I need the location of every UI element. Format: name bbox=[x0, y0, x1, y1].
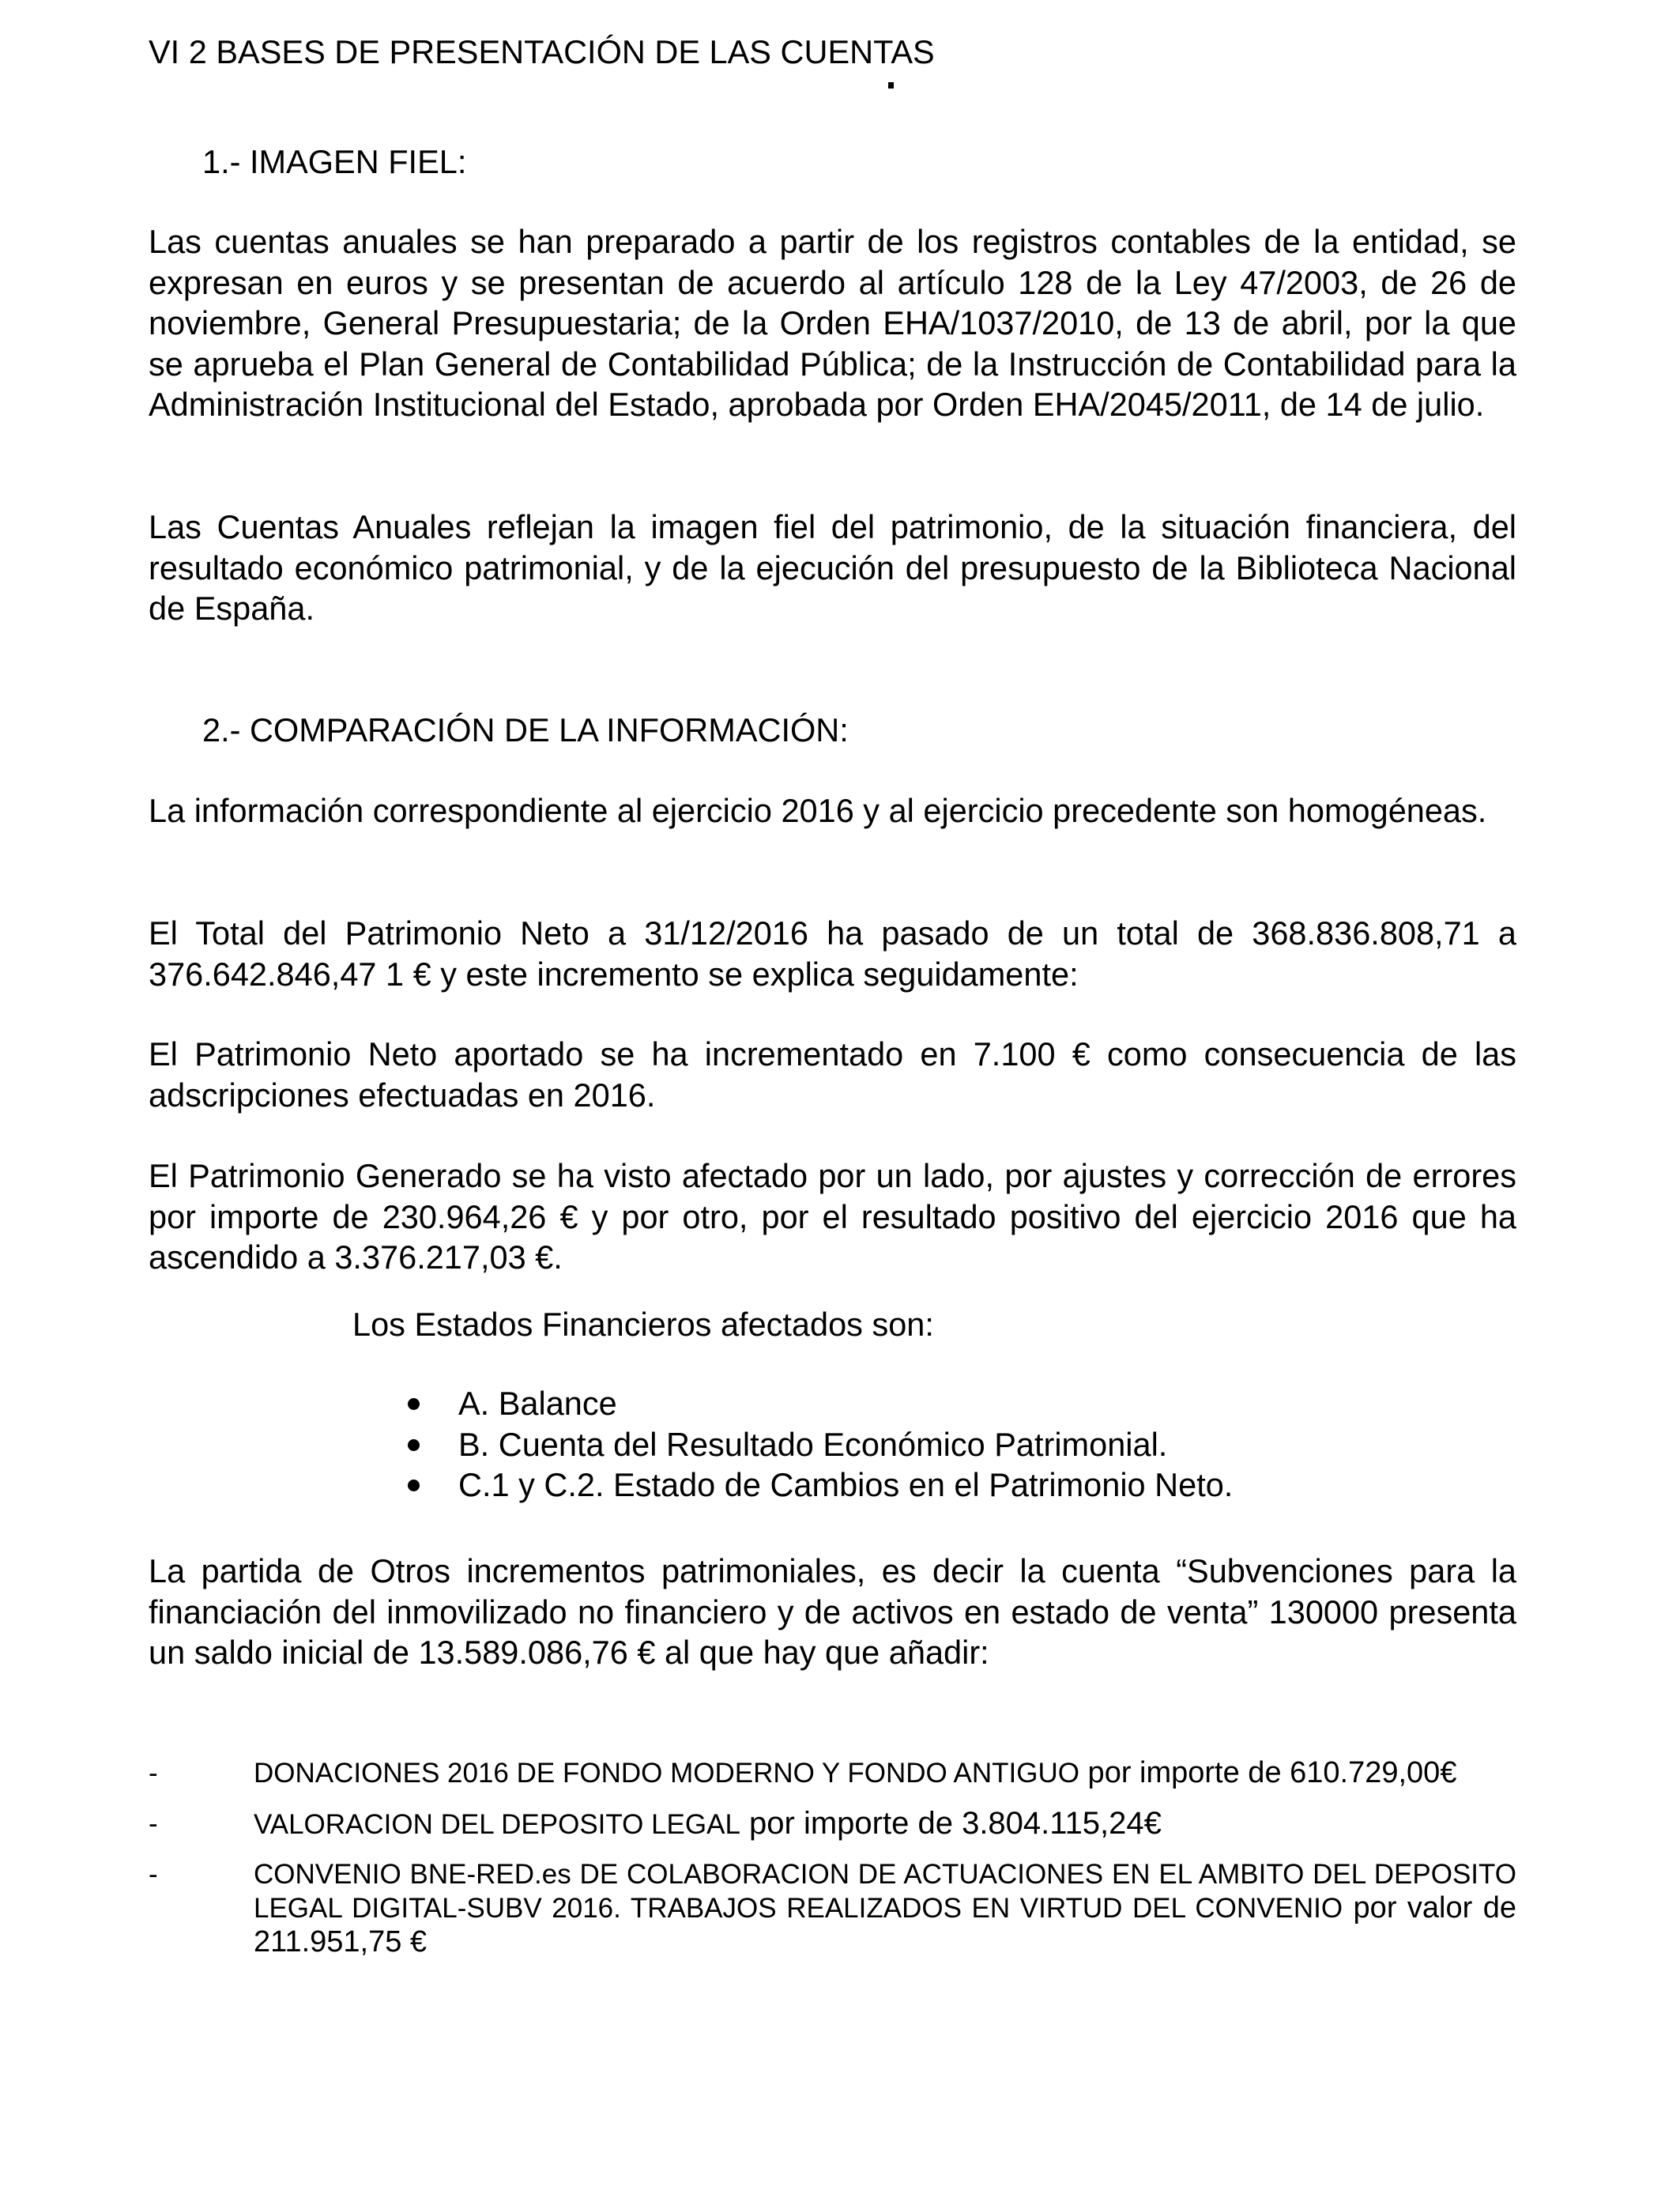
dash-marker: - bbox=[149, 1808, 158, 1839]
stray-dot-mark bbox=[888, 82, 894, 89]
paragraph-imagen-fiel-1: Las cuentas anuales se han preparado a partir de los registros contables de la entidad, se expresan en euros y se presentan de acuerdo al artículo 128 de la Ley 47/2003, de 26 de noviembre, General Presupuestaria; de la Orden EHA/1037/2010, de 13 de abril, por la que se aprueba el Plan General de Contabilidad Pública; de la Instrucción de Contabilidad para la Administración Institucional del Estado, aprobada por Orden EHA/2045/2011, de 14 de julio. bbox=[149, 223, 1516, 423]
affected-statements-intro: Los Estados Financieros afectados son: bbox=[352, 1306, 934, 1343]
addition-amount-text: por importe de 610.729,00€ bbox=[1079, 1756, 1457, 1789]
bullet-dot-icon bbox=[408, 1480, 420, 1491]
addition-amount-text: por importe de 3.804.115,24€ bbox=[740, 1806, 1162, 1841]
dash-marker: - bbox=[149, 1758, 158, 1789]
list-item bbox=[398, 1383, 1233, 1424]
list-item bbox=[149, 1756, 1516, 1790]
list-item-label: A. Balance bbox=[458, 1385, 617, 1422]
list-item bbox=[149, 1807, 1516, 1842]
bullet-dot-icon bbox=[408, 1398, 420, 1410]
list-item-label: B. Cuenta del Resultado Económico Patrimonial. bbox=[458, 1425, 1168, 1463]
additions-list bbox=[149, 1756, 1516, 1790]
paragraph-patrimonio-total: El Total del Patrimonio Neto a 31/12/2016 ha pasado de un total de 368.836.808,71 a 376.642.846,47 1 € y este incremento se explica seguidamente: bbox=[149, 914, 1516, 993]
addition-caps-text: VALORACION DEL DEPOSITO LEGAL bbox=[254, 1809, 740, 1840]
dash-marker: - bbox=[149, 1859, 158, 1890]
bullet-dot-icon bbox=[408, 1439, 420, 1451]
document-title: VI 2 BASES DE PRESENTACIÓN DE LAS CUENTAS bbox=[149, 33, 935, 70]
affected-statements-list bbox=[398, 1383, 1233, 1506]
paragraph-comparacion-1: La información correspondiente al ejercicio 2016 y al ejercicio precedente son homogéneas. bbox=[149, 792, 1487, 829]
paragraph-imagen-fiel-2: Las Cuentas Anuales reflejan la imagen fiel del patrimonio, de la situación financiera, del resultado económico patrimonial, y de la ejecución del presupuesto de la Biblioteca Nacional de España. bbox=[149, 508, 1516, 627]
addition-caps-text: DONACIONES 2016 DE FONDO MODERNO Y FONDO ANTIGUO bbox=[254, 1758, 1079, 1789]
additions-list-3 bbox=[149, 1857, 1516, 1959]
addition-caps-text: CONVENIO BNE-RED.es DE COLABORACION DE ACTUACIONES EN EL AMBITO DEL DEPOSITO LEGAL DIGITAL-SUBV 2016. TRABAJOS REALIZADOS EN VIRTUD DEL CONVENIO bbox=[254, 1859, 1516, 1924]
section-heading-imagen-fiel: 1.- IMAGEN FIEL: bbox=[202, 143, 467, 180]
addition-text-block bbox=[254, 1857, 1516, 1959]
list-item bbox=[398, 1465, 1233, 1506]
additions-list-2 bbox=[149, 1807, 1516, 1842]
list-item bbox=[149, 1857, 1516, 1959]
paragraph-otros-incrementos: La partida de Otros incrementos patrimoniales, es decir la cuenta “Subvenciones para la financiación del inmovilizado no financiero y de activos en estado de venta” 130000 presenta un saldo inicial de 13.589.086,76 € al que hay que añadir: bbox=[149, 1552, 1516, 1671]
paragraph-patrimonio-generado: El Patrimonio Generado se ha visto afectado por un lado, por ajustes y corrección de errores por importe de 230.964,26 € y por otro, por el resultado positivo del ejercicio 2016 que ha ascendido a 3.376.217,03 €. bbox=[149, 1157, 1516, 1276]
section-heading-comparacion: 2.- COMPARACIÓN DE LA INFORMACIÓN: bbox=[202, 711, 849, 748]
list-item bbox=[398, 1424, 1233, 1465]
list-item-label: C.1 y C.2. Estado de Cambios en el Patrimonio Neto. bbox=[458, 1466, 1234, 1503]
addition-amount-text: por valor de 211.951,75 € bbox=[254, 1891, 1516, 1958]
paragraph-patrimonio-aportado: El Patrimonio Neto aportado se ha incrementado en 7.100 € como consecuencia de las adscripciones efectuadas en 2016. bbox=[149, 1035, 1516, 1114]
